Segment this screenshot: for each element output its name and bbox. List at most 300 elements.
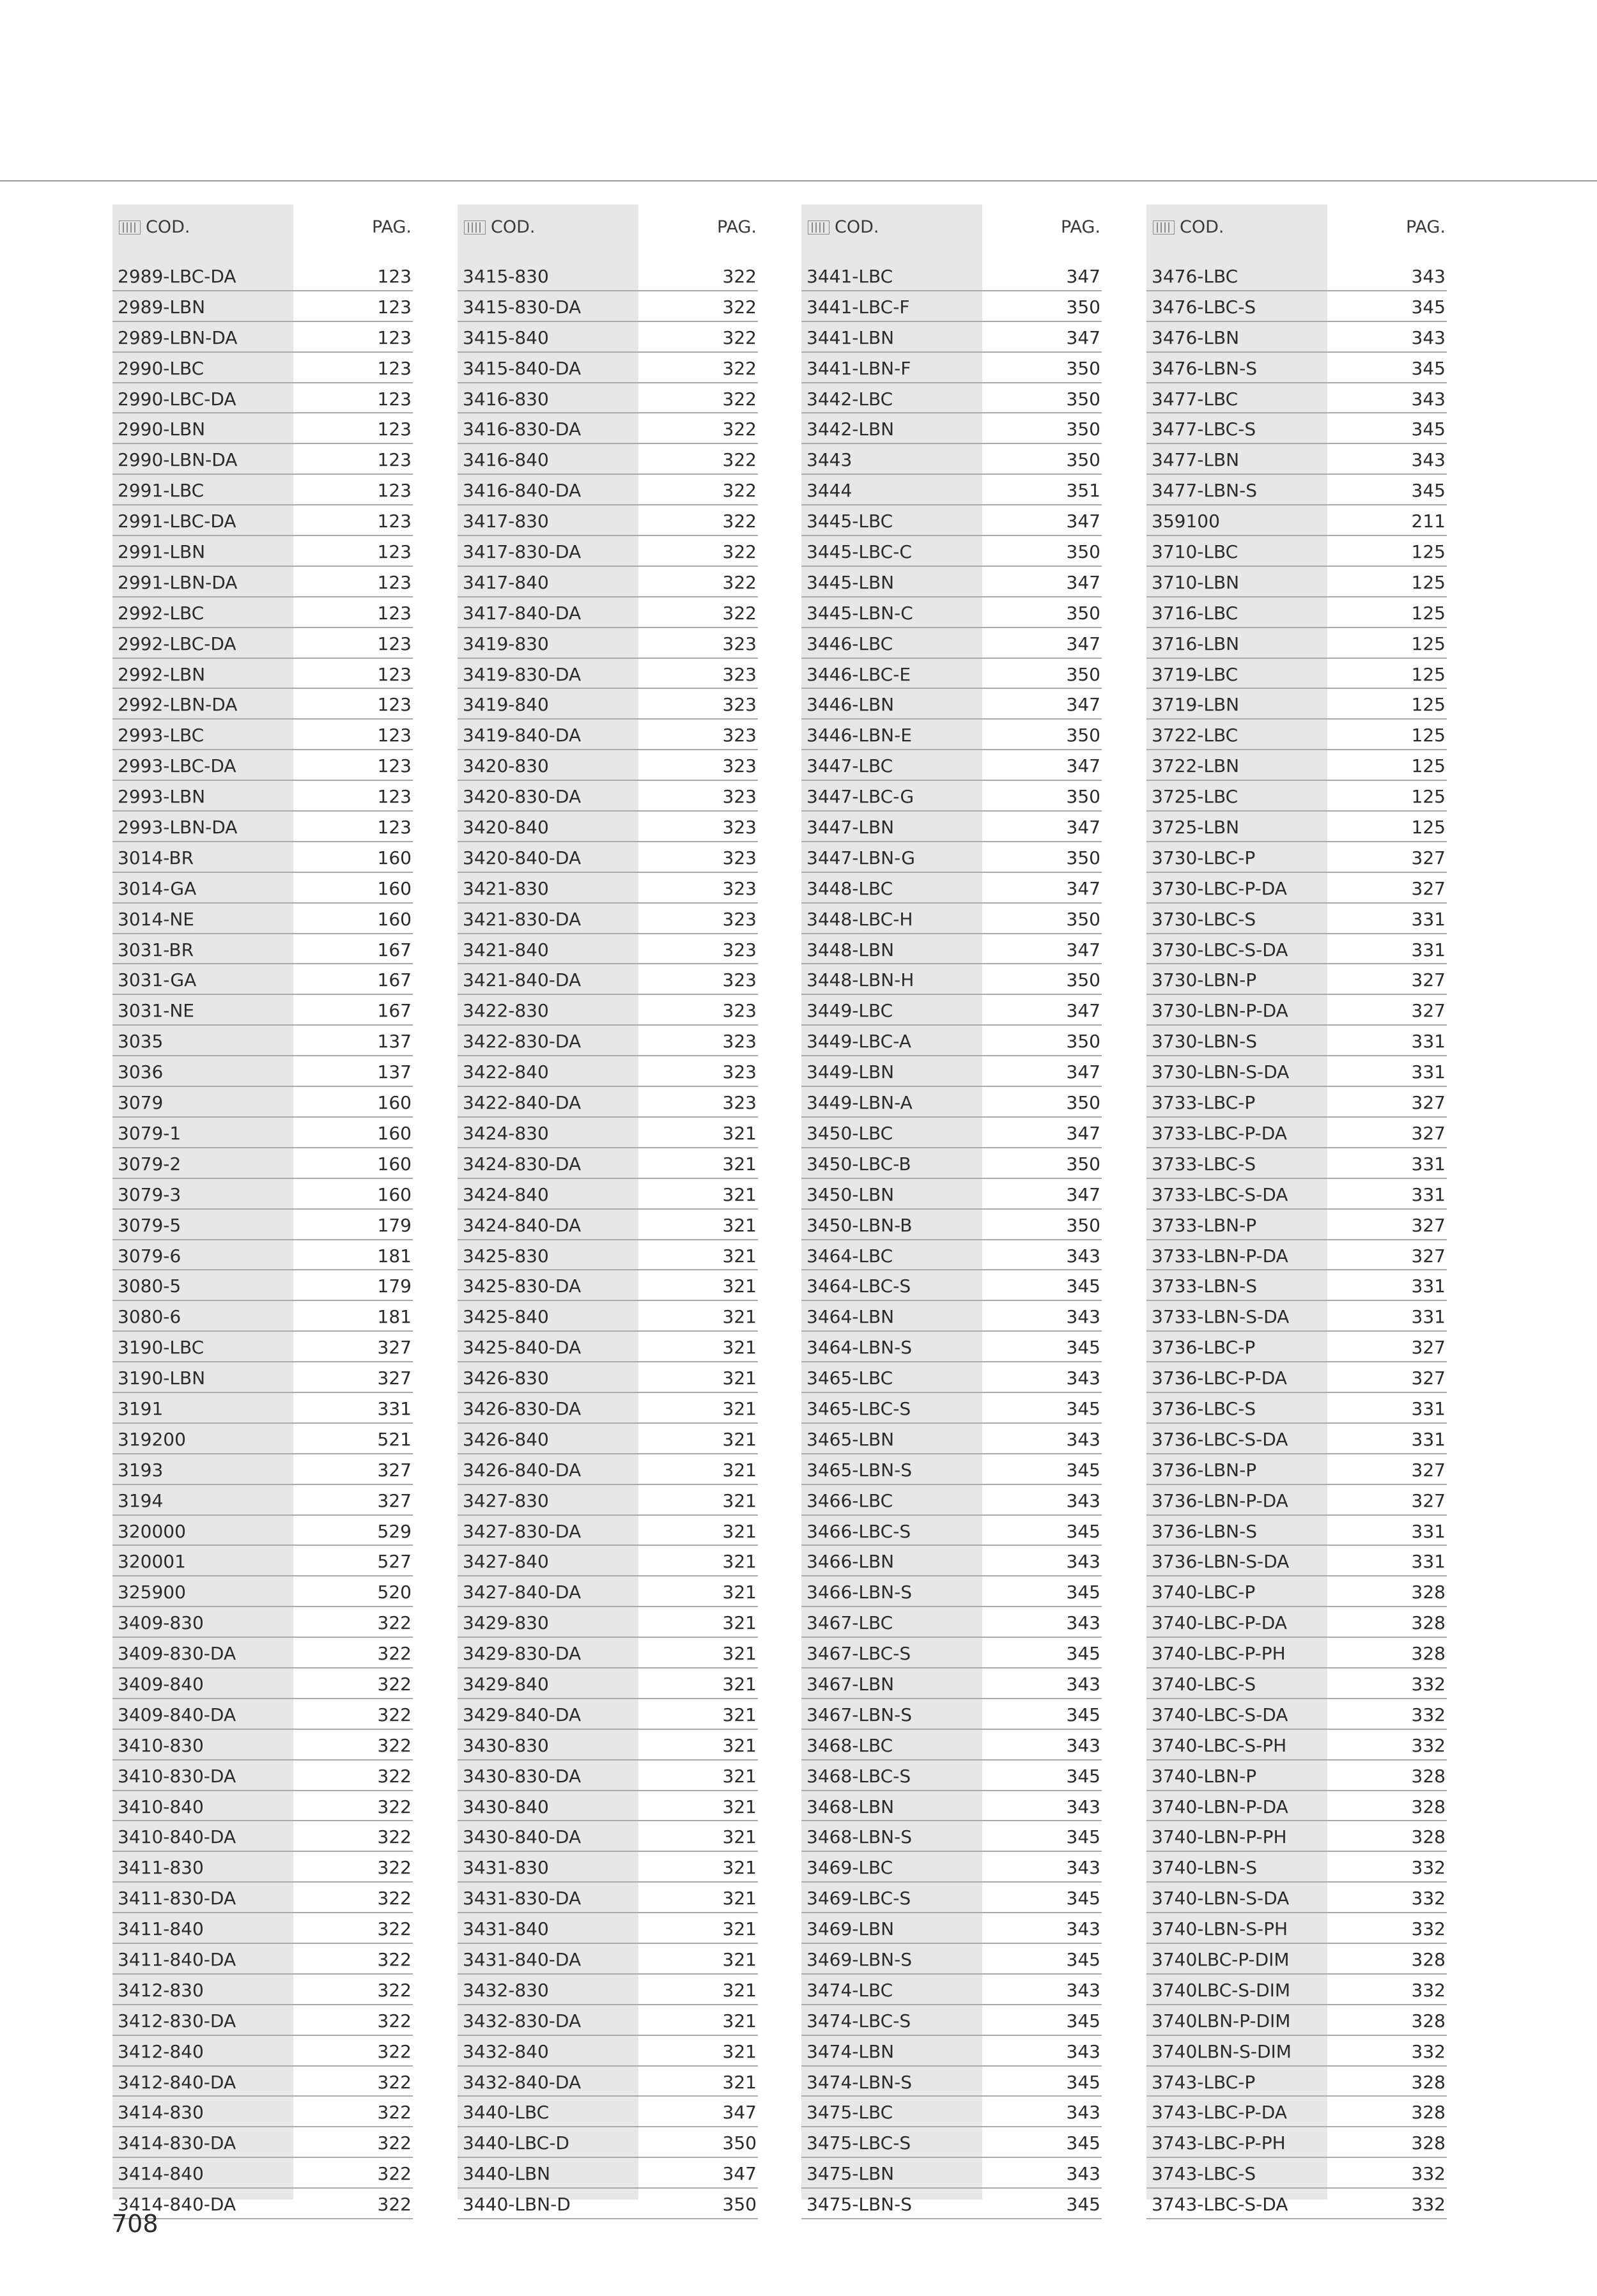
index-column [801, 204, 1102, 2213]
page-reference: 321 [722, 1398, 757, 1419]
table-row [801, 1026, 1102, 1056]
product-code: 3410-830 [118, 1734, 204, 1756]
product-code: 3422-840 [463, 1061, 549, 1083]
table-row [801, 413, 1102, 444]
table-row [801, 1118, 1102, 1148]
product-code: 3736-LBN-P-DA [1152, 1490, 1288, 1511]
table-row [1146, 2097, 1447, 2127]
page-reference: 345 [1066, 1765, 1100, 1787]
product-code: 3448-LBC [806, 877, 893, 899]
product-code: 3468-LBN-S [806, 1826, 912, 1848]
table-row [112, 1944, 413, 1975]
page-reference: 343 [1066, 2102, 1100, 2123]
table-row [112, 1148, 413, 1179]
product-code: 3448-LBN-H [806, 969, 914, 991]
page-reference: 321 [722, 1826, 757, 1848]
page-reference: 322 [377, 2194, 412, 2215]
product-code: 3079-2 [118, 1153, 181, 1175]
product-code: 3014-BR [118, 847, 194, 868]
product-code: 3417-830-DA [463, 541, 582, 563]
table-row [112, 1975, 413, 2005]
table-row [458, 720, 758, 750]
table-row [112, 1883, 413, 1913]
table-row [801, 2005, 1102, 2036]
page-reference: 321 [722, 1918, 757, 1940]
table-row [801, 536, 1102, 567]
table-row [801, 995, 1102, 1026]
product-code: 3424-830 [463, 1122, 549, 1144]
product-code: 3417-840 [463, 571, 549, 593]
page-reference: 322 [377, 1796, 412, 1817]
page-reference: 123 [377, 786, 412, 808]
product-code: 3474-LBN [806, 2040, 895, 2062]
page-reference: 322 [377, 1704, 412, 1725]
product-code: 3432-830 [463, 1979, 549, 2001]
page-reference: 323 [722, 877, 757, 899]
product-code: 3467-LBN-S [806, 1704, 912, 1725]
page-reference: 521 [377, 1428, 412, 1450]
product-code: 3467-LBC-S [806, 1643, 911, 1665]
table-row [801, 1913, 1102, 1944]
page-reference: 529 [377, 1520, 412, 1542]
product-code: 3736-LBC-S [1152, 1398, 1256, 1419]
product-code: 3449-LBN [806, 1061, 895, 1083]
page-reference: 331 [1411, 1275, 1446, 1297]
page-reference: 527 [377, 1551, 412, 1573]
code-header [808, 217, 879, 237]
table-row [112, 597, 413, 628]
page-reference: 123 [377, 511, 412, 532]
page-reference: 350 [1066, 1214, 1100, 1236]
product-code: 3476-LBC-S [1152, 296, 1256, 318]
page-reference: 321 [722, 1122, 757, 1144]
table-row [1146, 2189, 1447, 2219]
product-code: 325900 [118, 1582, 186, 1603]
product-code: 2992-LBC-DA [118, 633, 236, 654]
code-header-label: COD. [1180, 217, 1224, 237]
page-reference: 323 [722, 847, 757, 868]
table-row [1146, 1362, 1447, 1393]
table-row [1146, 659, 1447, 690]
table-row [1146, 322, 1447, 353]
page-reference: 321 [722, 1979, 757, 2001]
table-row [458, 628, 758, 659]
product-code: 3444 [806, 480, 853, 502]
table-row [801, 1393, 1102, 1424]
product-code: 2993-LBC-DA [118, 755, 236, 777]
product-code: 3080-5 [118, 1275, 181, 1297]
product-code: 3469-LBC-S [806, 1888, 911, 1909]
table-row [112, 505, 413, 536]
product-code: 3440-LBN-D [463, 2194, 571, 2215]
product-code: 3191 [118, 1398, 164, 1419]
table-row [458, 1975, 758, 2005]
page-reference: 323 [722, 1092, 757, 1114]
table-row [112, 1761, 413, 1791]
product-code: 3445-LBC-C [806, 541, 912, 563]
product-code: 3736-LBN-S-DA [1152, 1551, 1290, 1573]
product-code: 3409-840-DA [118, 1704, 236, 1725]
table-row [1146, 995, 1447, 1026]
table-row [1146, 1913, 1447, 1944]
page-reference: 160 [377, 1183, 412, 1205]
table-row [801, 1730, 1102, 1761]
page-reference: 322 [377, 2163, 412, 2185]
table-row [1146, 1699, 1447, 1730]
page-reference: 347 [1066, 1061, 1100, 1083]
product-code: 3424-840-DA [463, 1214, 582, 1236]
product-code: 3446-LBC-E [806, 663, 911, 685]
product-code: 3416-830 [463, 388, 549, 410]
table-row [112, 475, 413, 505]
table-row [1146, 628, 1447, 659]
product-code: 3441-LBN-F [806, 357, 911, 379]
table-row [112, 444, 413, 475]
table-row [458, 536, 758, 567]
page-reference: 327 [1411, 1368, 1446, 1389]
product-code: 3736-LBN-S [1152, 1520, 1257, 1542]
product-code: 3468-LBN [806, 1796, 895, 1817]
page-reference: 345 [1411, 480, 1446, 502]
page-reference: 347 [1066, 511, 1100, 532]
page-reference: 321 [722, 2071, 757, 2093]
page-reference: 350 [1066, 847, 1100, 868]
table-row [458, 1883, 758, 1913]
table-row [458, 1240, 758, 1271]
product-code: 3415-830 [463, 266, 549, 287]
table-row [112, 383, 413, 414]
table-row [112, 413, 413, 444]
page-reference: 321 [722, 1582, 757, 1603]
table-row [801, 2189, 1102, 2219]
table-row [112, 1179, 413, 1210]
product-code: 3733-LBN-S-DA [1152, 1306, 1290, 1328]
product-code: 3443 [806, 449, 853, 471]
product-code: 3736-LBC-S-DA [1152, 1428, 1288, 1450]
product-code: 3477-LBN-S [1152, 480, 1257, 502]
product-code: 3079-6 [118, 1245, 181, 1267]
table-row [458, 1668, 758, 1699]
product-code: 3440-LBN [463, 2163, 551, 2185]
code-header [119, 217, 190, 237]
product-code: 3464-LBN [806, 1306, 895, 1328]
page-reference: 347 [1066, 939, 1100, 960]
page-reference: 181 [377, 1306, 412, 1328]
page-reference: 322 [722, 388, 757, 410]
page-reference: 160 [377, 1122, 412, 1144]
table-row [801, 505, 1102, 536]
product-code: 2991-LBC [118, 480, 204, 502]
page-reference: 327 [1411, 1214, 1446, 1236]
table-row [801, 1607, 1102, 1638]
product-code: 3080-6 [118, 1306, 181, 1328]
table-row [1146, 1454, 1447, 1485]
page-reference: 321 [722, 1612, 757, 1634]
table-row [112, 1393, 413, 1424]
table-row [112, 1607, 413, 1638]
page-reference: 345 [1066, 1520, 1100, 1542]
product-code: 3719-LBC [1152, 663, 1238, 685]
page-reference: 332 [1411, 1918, 1446, 1940]
page-reference: 125 [1411, 663, 1446, 685]
page-reference: 123 [377, 266, 412, 287]
table-row [801, 1056, 1102, 1087]
page-reference: 179 [377, 1214, 412, 1236]
product-code: 2992-LBN [118, 663, 206, 685]
top-divider [0, 180, 1597, 181]
table-row [458, 904, 758, 934]
product-code: 3733-LBC-P-DA [1152, 1122, 1287, 1144]
page-reference: 520 [377, 1582, 412, 1603]
product-code: 3430-830 [463, 1734, 549, 1756]
page-reference: 323 [722, 908, 757, 930]
product-code: 3465-LBC-S [806, 1398, 911, 1419]
table-row [112, 1913, 413, 1944]
table-row [801, 1975, 1102, 2005]
page-reference: 211 [1411, 511, 1446, 532]
product-code: 2991-LBN [118, 541, 206, 563]
table-row [112, 1791, 413, 1822]
product-code: 3431-840 [463, 1918, 549, 1940]
table-row [458, 964, 758, 995]
table-row [801, 689, 1102, 720]
page-reference: 345 [1066, 1459, 1100, 1481]
table-row [801, 1362, 1102, 1393]
table-row [458, 689, 758, 720]
page-reference: 323 [722, 663, 757, 685]
page-reference: 125 [1411, 725, 1446, 746]
product-code: 3415-840-DA [463, 357, 582, 379]
product-code: 3419-840 [463, 694, 549, 716]
product-code: 3425-840 [463, 1306, 549, 1328]
page-reference: 321 [722, 1428, 757, 1450]
page-reference: 321 [722, 1948, 757, 1970]
product-code: 3465-LBN-S [806, 1459, 912, 1481]
table-row [1146, 1270, 1447, 1301]
page-reference: 331 [1411, 1428, 1446, 1450]
table-row [1146, 1485, 1447, 1516]
table-row [112, 2005, 413, 2036]
page-reference: 350 [1066, 969, 1100, 991]
index-rows [801, 261, 1102, 2219]
spreadsheet-index-icon [119, 220, 141, 235]
page-reference: 322 [722, 480, 757, 502]
page-reference: 347 [1066, 327, 1100, 348]
product-code: 3427-840 [463, 1551, 549, 1573]
product-code: 3476-LBC [1152, 266, 1238, 287]
product-code: 3426-830 [463, 1368, 549, 1389]
product-code: 3420-840 [463, 817, 549, 838]
table-row [112, 1668, 413, 1699]
page-reference: 125 [1411, 602, 1446, 624]
page-reference: 321 [722, 1490, 757, 1511]
table-row [458, 2158, 758, 2189]
product-code: 3733-LBN-S [1152, 1275, 1257, 1297]
table-row [458, 413, 758, 444]
table-row [458, 934, 758, 965]
product-code: 3426-840 [463, 1428, 549, 1450]
page-reference: 327 [1411, 847, 1446, 868]
product-code: 3730-LBC-S [1152, 908, 1256, 930]
product-code: 320000 [118, 1520, 186, 1542]
page-reference: 321 [722, 1734, 757, 1756]
product-code: 3450-LBC [806, 1122, 893, 1144]
table-row [801, 1454, 1102, 1485]
product-code: 2992-LBN-DA [118, 694, 238, 716]
product-code: 3725-LBC [1152, 786, 1238, 808]
page-reference: 322 [377, 2040, 412, 2062]
product-code: 3190-LBC [118, 1337, 204, 1359]
page-header-label: PAG. [1405, 217, 1446, 237]
page-reference: 322 [722, 602, 757, 624]
product-code: 3430-840-DA [463, 1826, 582, 1848]
page-reference: 328 [1411, 1765, 1446, 1787]
table-row [458, 1454, 758, 1485]
table-row [458, 475, 758, 505]
table-row [1146, 1056, 1447, 1087]
page-reference: 350 [722, 2132, 757, 2154]
table-row [458, 1056, 758, 1087]
product-code: 3716-LBN [1152, 633, 1240, 654]
product-code: 3446-LBN-E [806, 725, 912, 746]
index-column [112, 204, 413, 2213]
table-row [112, 1821, 413, 1852]
table-row [1146, 1332, 1447, 1362]
product-code: 3475-LBN [806, 2163, 895, 2185]
table-row [112, 781, 413, 812]
product-code: 3733-LBN-P [1152, 1214, 1257, 1236]
product-code: 3422-830-DA [463, 1031, 582, 1052]
product-code: 2993-LBN [118, 786, 206, 808]
page-reference: 328 [1411, 1796, 1446, 1817]
page-reference: 345 [1066, 1948, 1100, 1970]
page-reference: 328 [1411, 1612, 1446, 1634]
page-reference: 321 [722, 1520, 757, 1542]
page-reference: 343 [1066, 1245, 1100, 1267]
table-row [801, 1944, 1102, 1975]
page-reference: 322 [722, 541, 757, 563]
page-reference: 323 [722, 633, 757, 654]
product-code: 3467-LBC [806, 1612, 893, 1634]
product-code: 3414-830 [118, 2102, 204, 2123]
table-row [458, 1362, 758, 1393]
table-row [458, 567, 758, 597]
page-reference: 322 [377, 2010, 412, 2031]
product-code: 3469-LBN [806, 1918, 895, 1940]
product-code: 3710-LBN [1152, 571, 1240, 593]
table-row [1146, 1546, 1447, 1576]
page-reference: 327 [377, 1490, 412, 1511]
column-header [1146, 204, 1447, 254]
page-reference: 328 [1411, 1948, 1446, 1970]
table-row [801, 291, 1102, 322]
table-row [112, 964, 413, 995]
product-code: 3464-LBC-S [806, 1275, 911, 1297]
table-row [458, 750, 758, 781]
table-row [1146, 1638, 1447, 1668]
product-code: 3467-LBN [806, 1673, 895, 1695]
product-code: 3477-LBN [1152, 449, 1240, 471]
table-row [801, 842, 1102, 873]
table-row [1146, 2067, 1447, 2097]
table-row [1146, 413, 1447, 444]
product-code: 3421-840-DA [463, 969, 582, 991]
table-row [1146, 720, 1447, 750]
page-reference: 321 [722, 2040, 757, 2062]
product-code: 3429-830 [463, 1612, 549, 1634]
product-code: 3449-LBC [806, 1000, 893, 1022]
page-reference: 322 [722, 449, 757, 471]
product-code: 3445-LBN [806, 571, 895, 593]
table-row [801, 2158, 1102, 2189]
product-code: 3474-LBC-S [806, 2010, 911, 2031]
table-row [801, 1516, 1102, 1546]
page-reference: 160 [377, 877, 412, 899]
table-row [1146, 1576, 1447, 1607]
page-reference: 123 [377, 663, 412, 685]
page-reference: 167 [377, 1000, 412, 1022]
table-row [801, 1852, 1102, 1883]
product-code: 3411-840 [118, 1918, 204, 1940]
table-row [112, 1576, 413, 1607]
product-code: 3740-LBN-S-PH [1152, 1918, 1288, 1940]
page-reference: 125 [1411, 571, 1446, 593]
page-reference: 351 [1066, 480, 1100, 502]
page-reference: 345 [1066, 2010, 1100, 2031]
page-reference: 347 [722, 2102, 757, 2123]
product-code: 3416-840-DA [463, 480, 582, 502]
page-reference: 322 [377, 2102, 412, 2123]
page-reference: 322 [377, 1918, 412, 1940]
table-row [112, 1087, 413, 1118]
page-reference: 123 [377, 296, 412, 318]
table-row [112, 1424, 413, 1454]
page-reference: 123 [377, 602, 412, 624]
product-code: 3743-LBC-P-PH [1152, 2132, 1286, 2154]
page-reference: 160 [377, 1153, 412, 1175]
page-reference: 345 [1066, 2194, 1100, 2215]
table-row [1146, 475, 1447, 505]
table-row [801, 1668, 1102, 1699]
product-code: 3448-LBC-H [806, 908, 913, 930]
page-reference: 160 [377, 1092, 412, 1114]
product-code: 3743-LBC-S [1152, 2163, 1256, 2185]
product-code: 3419-830-DA [463, 663, 582, 685]
table-row [1146, 842, 1447, 873]
table-row [112, 689, 413, 720]
page-reference: 332 [1411, 2194, 1446, 2215]
table-row [1146, 1791, 1447, 1822]
table-row [801, 1210, 1102, 1240]
table-row [458, 1485, 758, 1516]
table-row [458, 1699, 758, 1730]
table-row [801, 628, 1102, 659]
code-header [1153, 217, 1224, 237]
product-code: 3429-830-DA [463, 1643, 582, 1665]
page-reference: 123 [377, 419, 412, 440]
page-reference: 323 [722, 1031, 757, 1052]
table-row [801, 1424, 1102, 1454]
product-code: 3441-LBC-F [806, 296, 910, 318]
product-code: 3412-830 [118, 1979, 204, 2001]
table-row [801, 1791, 1102, 1822]
table-row [1146, 1148, 1447, 1179]
page-reference: 321 [722, 1337, 757, 1359]
page-reference: 347 [1066, 571, 1100, 593]
page-reference: 123 [377, 480, 412, 502]
table-row [458, 2067, 758, 2097]
page-reference: 331 [1411, 1398, 1446, 1419]
